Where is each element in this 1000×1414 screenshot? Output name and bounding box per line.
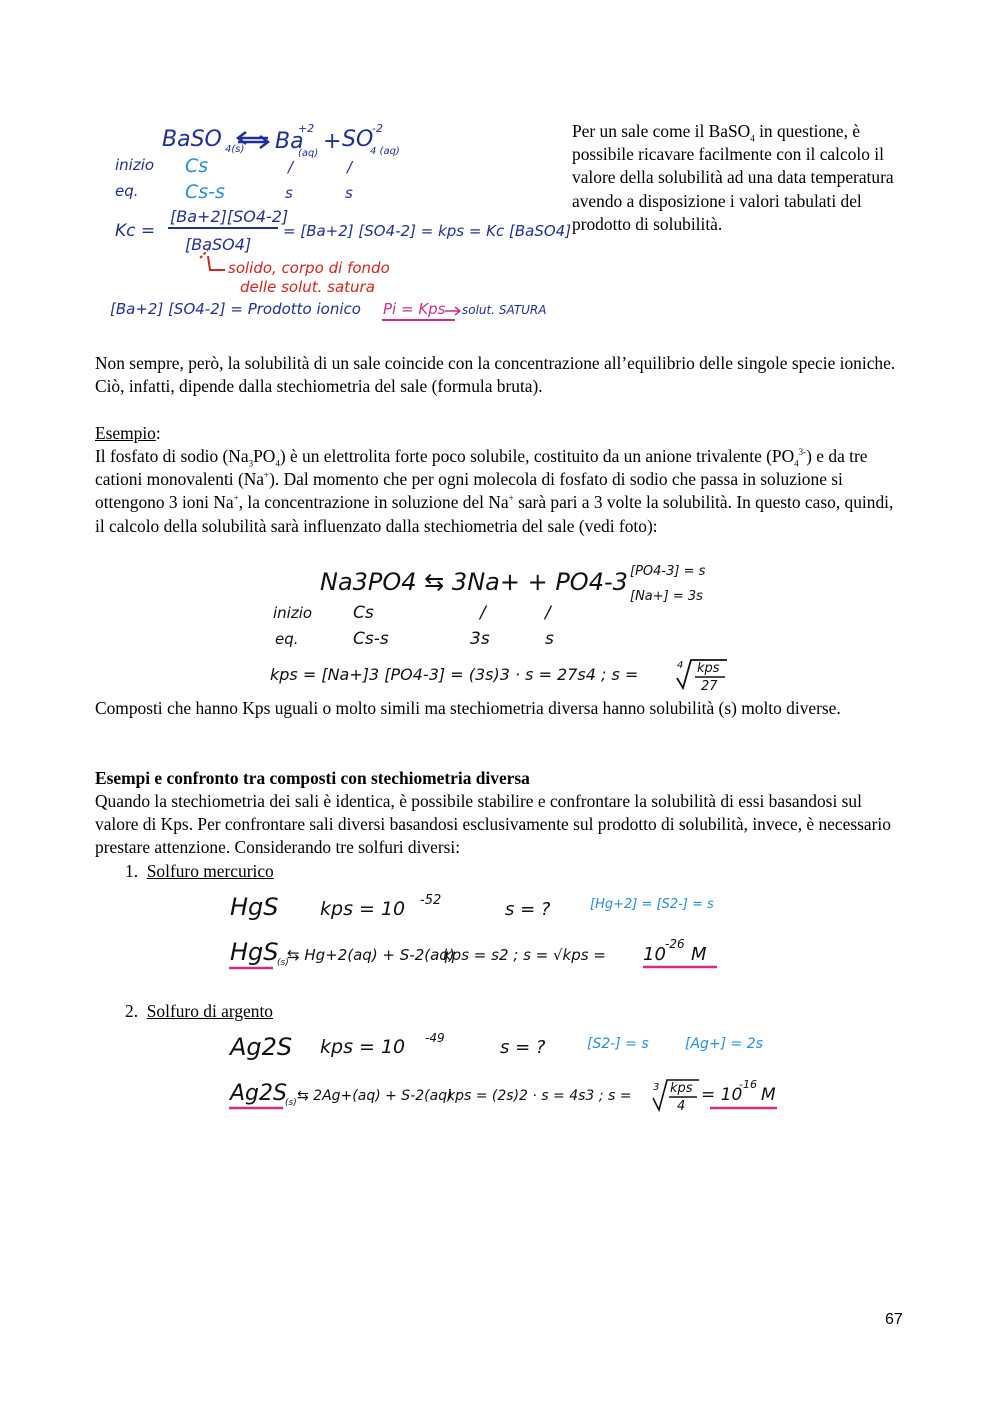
svg-text:s: s xyxy=(285,184,293,202)
svg-text:-16: -16 xyxy=(739,1078,757,1091)
svg-text:4(s): 4(s) xyxy=(225,144,245,155)
svg-text:-49: -49 xyxy=(425,1031,445,1045)
svg-text:(s): (s) xyxy=(285,1098,297,1108)
svg-text:/: / xyxy=(347,158,353,176)
svg-text:s = ?: s = ? xyxy=(500,1037,546,1058)
baso4-reaction-left: BaSO xyxy=(162,127,222,152)
hgs-handwritten-block xyxy=(225,880,735,980)
na3po4-handwritten-equilibrium xyxy=(265,560,745,695)
na3po4-side-po4: [PO4-3] = s xyxy=(630,564,706,579)
svg-text:s: s xyxy=(345,184,353,202)
baso4-kc-rest: = [Ba+2] [SO4-2] = kps = Kc [BaSO4] xyxy=(283,222,572,240)
svg-text:s: s xyxy=(545,629,554,649)
baso4-satura: solut. SATURA xyxy=(462,303,547,317)
svg-text:HgS: HgS xyxy=(230,893,279,921)
svg-text:4: 4 xyxy=(677,1099,686,1114)
svg-text:SO: SO xyxy=(342,127,374,152)
svg-text:Cs: Cs xyxy=(353,603,374,623)
baso4-note-line1: solido, corpo di fondo xyxy=(228,259,390,277)
paragraph-esempio: Il fosfato di sodio $(Na_3PO_4)$ è un elettrolita forte poco solubile, costituito da un anione trivalente $(PO_4^{3-})$ e da tre cationi monovalenti (Na+). Dal momento che per ogni molecola di fosfato di sodio che passa in soluzione si ottengono 3 ioni Na+, la concentrazione in soluzione del Na+ sarà pari a 3 volte la solubilità. In questo caso, quindi, il calcolo della solubilità sarà influenzato dalla stechiometria del sale (vedi foto): xyxy=(95,446,894,536)
page-number: 67 xyxy=(885,1311,903,1328)
svg-text:4: 4 xyxy=(677,660,684,671)
baso4-pi-equals-kps: Pi = Kps xyxy=(383,300,446,318)
svg-text:kps: kps xyxy=(697,661,720,676)
baso4-note-line2: delle solut. satura xyxy=(240,278,375,296)
svg-text:kps = 10: kps = 10 xyxy=(320,898,406,920)
baso4-row-inizio-label: inizio xyxy=(115,156,155,174)
svg-text:3s: 3s xyxy=(470,629,490,649)
ag2s-result: = 10 xyxy=(701,1085,743,1105)
svg-text:(s): (s) xyxy=(277,958,289,968)
svg-text:M: M xyxy=(691,944,707,965)
section-heading: Esempi e confronto tra composti con stechiometria diversa xyxy=(95,768,530,788)
svg-text:kps = s2 ; s = √kps =: kps = s2 ; s = √kps = xyxy=(443,946,606,964)
svg-text:kps = 10: kps = 10 xyxy=(320,1036,406,1058)
svg-text:M: M xyxy=(761,1085,776,1105)
paragraph-quando: Quando la stechiometria dei sali è identica, è possibile stabilire e confrontare la solubilità di essi basandosi sul valore di Kps. Per confrontare sali diversi basandosi esclusivamente sul prodotto di solubilità, invece, è necessario prestare attenzione. Considerando tre solfuri diversi: xyxy=(95,791,891,858)
svg-text:/: / xyxy=(288,158,294,176)
svg-text:/: / xyxy=(545,603,551,623)
svg-text:3: 3 xyxy=(653,1082,660,1093)
svg-text:Cs: Cs xyxy=(185,155,209,177)
svg-text:⇆ Hg+2(aq) + S-2(aq): ⇆ Hg+2(aq) + S-2(aq) xyxy=(287,946,455,964)
list-item: 2. Solfuro di argento xyxy=(125,1001,273,1021)
na3po4-reaction: Na3PO4 ⇆ 3Na+ + PO4-3 xyxy=(320,568,628,596)
svg-text:-26: -26 xyxy=(665,937,685,951)
baso4-row-eq-label: eq. xyxy=(115,182,139,200)
svg-text:Cs-s: Cs-s xyxy=(185,181,225,203)
hgs-result: 10 xyxy=(643,944,666,965)
svg-text:inizio: inizio xyxy=(273,604,313,622)
intro-right-paragraph: Per un sale come il BaSO$_4$ in questione, è possibile ricavare facilmente con il calcolo il valore della solubilità ad una data temperatura avendo a disposizione i valori tabulati del prodotto di solubilità. xyxy=(572,121,894,234)
svg-text:eq.: eq. xyxy=(275,630,299,648)
svg-text:-2: -2 xyxy=(372,122,383,135)
svg-text:+2: +2 xyxy=(298,122,315,135)
svg-text:Ba: Ba xyxy=(275,129,304,154)
svg-text:Cs-s: Cs-s xyxy=(353,629,389,649)
paragraph-non-sempre: Non sempre, però, la solubilità di un sale coincide con la concentrazione all’equilibrio delle singole specie ioniche. Ciò, infatti, dipende dalla stechiometria del sale (formula bruta). xyxy=(95,353,896,397)
baso4-ionic-product: [Ba+2] [SO4-2] = Prodotto ionico xyxy=(110,300,361,318)
na3po4-kps-line: kps = [Na+]3 [PO4-3] = (3s)3 · s = 27s4 ; s = xyxy=(270,665,639,684)
baso4-kc-numerator: [Ba+2][SO4-2] xyxy=(170,207,289,226)
svg-text:+: + xyxy=(323,129,342,154)
svg-text:Ag2S: Ag2S xyxy=(230,1081,287,1106)
ag2s-handwritten-block xyxy=(225,1020,785,1120)
svg-text:kps = (2s)2 · s = 4s3 ; s =: kps = (2s)2 · s = 4s3 ; s = xyxy=(447,1088,632,1104)
svg-text:/: / xyxy=(480,603,486,623)
baso4-kc-label: Kc = xyxy=(115,221,156,241)
list-item: 1. Solfuro mercurico xyxy=(125,861,274,881)
svg-text:Ag2S: Ag2S xyxy=(230,1033,293,1061)
svg-text:4 (aq): 4 (aq) xyxy=(370,146,400,157)
baso4-kc-denominator: [BaSO4] xyxy=(185,235,252,254)
svg-text:s = ?: s = ? xyxy=(505,899,551,920)
na3po4-side-na: [Na+] = 3s xyxy=(630,589,703,604)
baso4-handwritten-equilibrium xyxy=(100,118,572,328)
svg-text:HgS: HgS xyxy=(230,938,279,966)
svg-text:(aq): (aq) xyxy=(298,148,319,159)
esempio-heading: Esempio: xyxy=(95,423,161,443)
svg-text:⇆ 2Ag+(aq) + S-2(aq): ⇆ 2Ag+(aq) + S-2(aq) xyxy=(297,1088,453,1104)
svg-text:kps: kps xyxy=(670,1081,693,1096)
hgs-blue-note: [Hg+2] = [S2-] = s xyxy=(590,897,714,912)
ag2s-blue-note-s: [S2-] = s xyxy=(587,1036,649,1052)
svg-text:27: 27 xyxy=(701,679,718,694)
ag2s-blue-note-ag: [Ag+] = 2s xyxy=(685,1036,763,1052)
svg-text:-52: -52 xyxy=(420,893,442,908)
paragraph-composti: Composti che hanno Kps uguali o molto simili ma stechiometria diversa hanno solubilità (s) molto diverse. xyxy=(95,698,841,718)
